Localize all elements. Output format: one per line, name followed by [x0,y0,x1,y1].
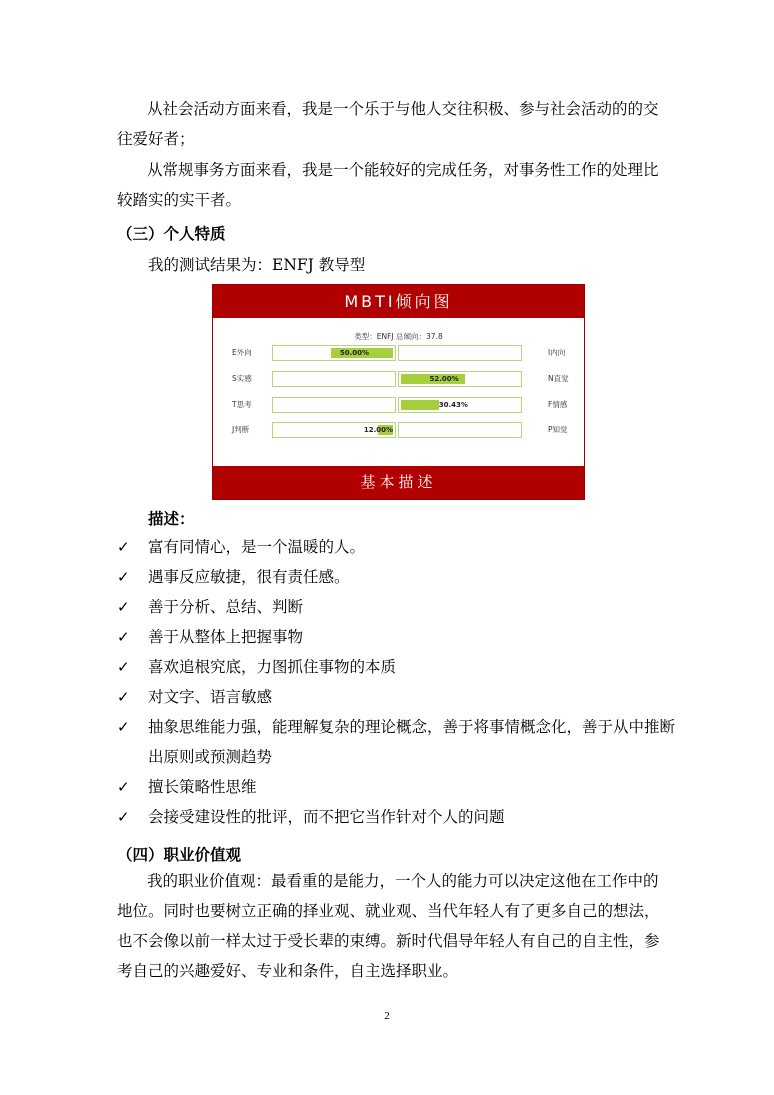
checkmark-icon: ✓ [117,808,130,826]
mbti-right-label: I内向 [548,348,566,357]
description-item [117,682,677,712]
mbti-left-track [272,397,396,413]
checkmark-icon: ✓ [117,628,130,646]
description-item [117,802,677,832]
description-item-text: 抽象思维能力强，能理解复杂的理论概念，善于将事情概念化，善于从中推断出原则或预测趋势 [148,718,676,766]
mbti-row [213,422,584,438]
mbti-right-track [398,345,522,361]
mbti-right-track [398,397,522,413]
mbti-bar-label: 30.43% [438,401,468,409]
description-item-text: 会接受建设性的批评，而不把它当作针对个人的问题 [148,808,505,826]
paragraph-social-text: 从社会活动方面来看，我是一个乐于与他人交往积极、参与社会活动的的交往爱好者； [117,100,659,148]
mbti-bar-label: 52.00% [429,375,459,383]
mbti-chart-header: MBTI倾向图 [213,285,584,318]
description-item-text: 喜欢追根究底，力图抓住事物的本质 [148,658,397,676]
mbti-chart [212,284,585,500]
mbti-left-label: T思考 [232,400,252,409]
mbti-left-track [272,345,396,361]
page-number: 2 [384,1010,390,1022]
description-item-text: 富有同情心，是一个温暖的人。 [148,538,366,556]
mbti-right-label: F情感 [548,400,568,409]
mbti-bar-label: 50.00% [339,349,369,357]
mbti-left-track [272,422,396,438]
description-list [117,532,677,832]
mbti-chart-subtitle: 类型：ENFJ 总倾向：37.8 [354,332,443,341]
mbti-left-track [272,371,396,387]
mbti-bar-label: 12.00% [363,426,393,434]
checkmark-icon: ✓ [117,778,130,796]
description-item-text: 善于分析、总结、判断 [148,598,304,616]
mbti-left-label: J判断 [232,425,250,434]
mbti-right-label: N直觉 [548,374,569,383]
checkmark-icon: ✓ [117,688,130,706]
description-label: 描述： [148,510,195,528]
mbti-right-track [398,422,522,438]
checkmark-icon: ✓ [117,658,130,676]
paragraph-routine-text: 从常规事务方面来看，我是一个能较好的完成任务，对事务性工作的处理比较踏实的实干者。 [117,161,659,209]
section4-body [117,866,662,986]
mbti-right-label: P知觉 [548,425,568,434]
description-item-text: 对文字、语言敏感 [148,688,273,706]
description-item-text: 善于从整体上把握事物 [148,628,304,646]
section3-title: （三）个人特质 [117,225,226,243]
mbti-left-label: S实感 [232,374,252,383]
test-result-text: 我的测试结果为：ENFJ 教导型 [148,256,366,274]
mbti-right-track [398,371,522,387]
description-item [117,652,677,682]
checkmark-icon: ✓ [117,538,130,556]
checkmark-icon: ✓ [117,598,130,616]
description-item [117,622,677,652]
mbti-row [213,345,584,361]
section4-title: （四）职业价值观 [117,846,242,864]
mbti-row [213,397,584,413]
mbti-left-label: E外向 [232,348,252,357]
paragraph-routine [117,155,662,215]
checkmark-icon: ✓ [117,568,130,586]
description-item-text: 遇事反应敏捷，很有责任感。 [148,568,350,586]
description-item [117,562,677,592]
checkmark-icon: ✓ [117,718,130,736]
description-item [117,712,677,772]
mbti-bar [401,400,439,410]
section4-body-text: 我的职业价值观：最看重的是能力，一个人的能力可以决定这他在工作中的地位。同时也要树立正确的择业观、就业观、当代年轻人有了更多自己的想法，也不会像以前一样太过于受长辈的束缚。新时代倡导年轻人有自己的自主性，参考自己的兴趣爱好、专业和条件，自主选择职业。 [117,872,660,980]
mbti-row [213,371,584,387]
description-item [117,532,677,562]
description-item-text: 擅长策略性思维 [148,778,257,796]
mbti-chart-footer: 基本描述 [213,466,584,499]
description-item [117,592,677,622]
paragraph-social [117,94,662,154]
description-item [117,772,677,802]
